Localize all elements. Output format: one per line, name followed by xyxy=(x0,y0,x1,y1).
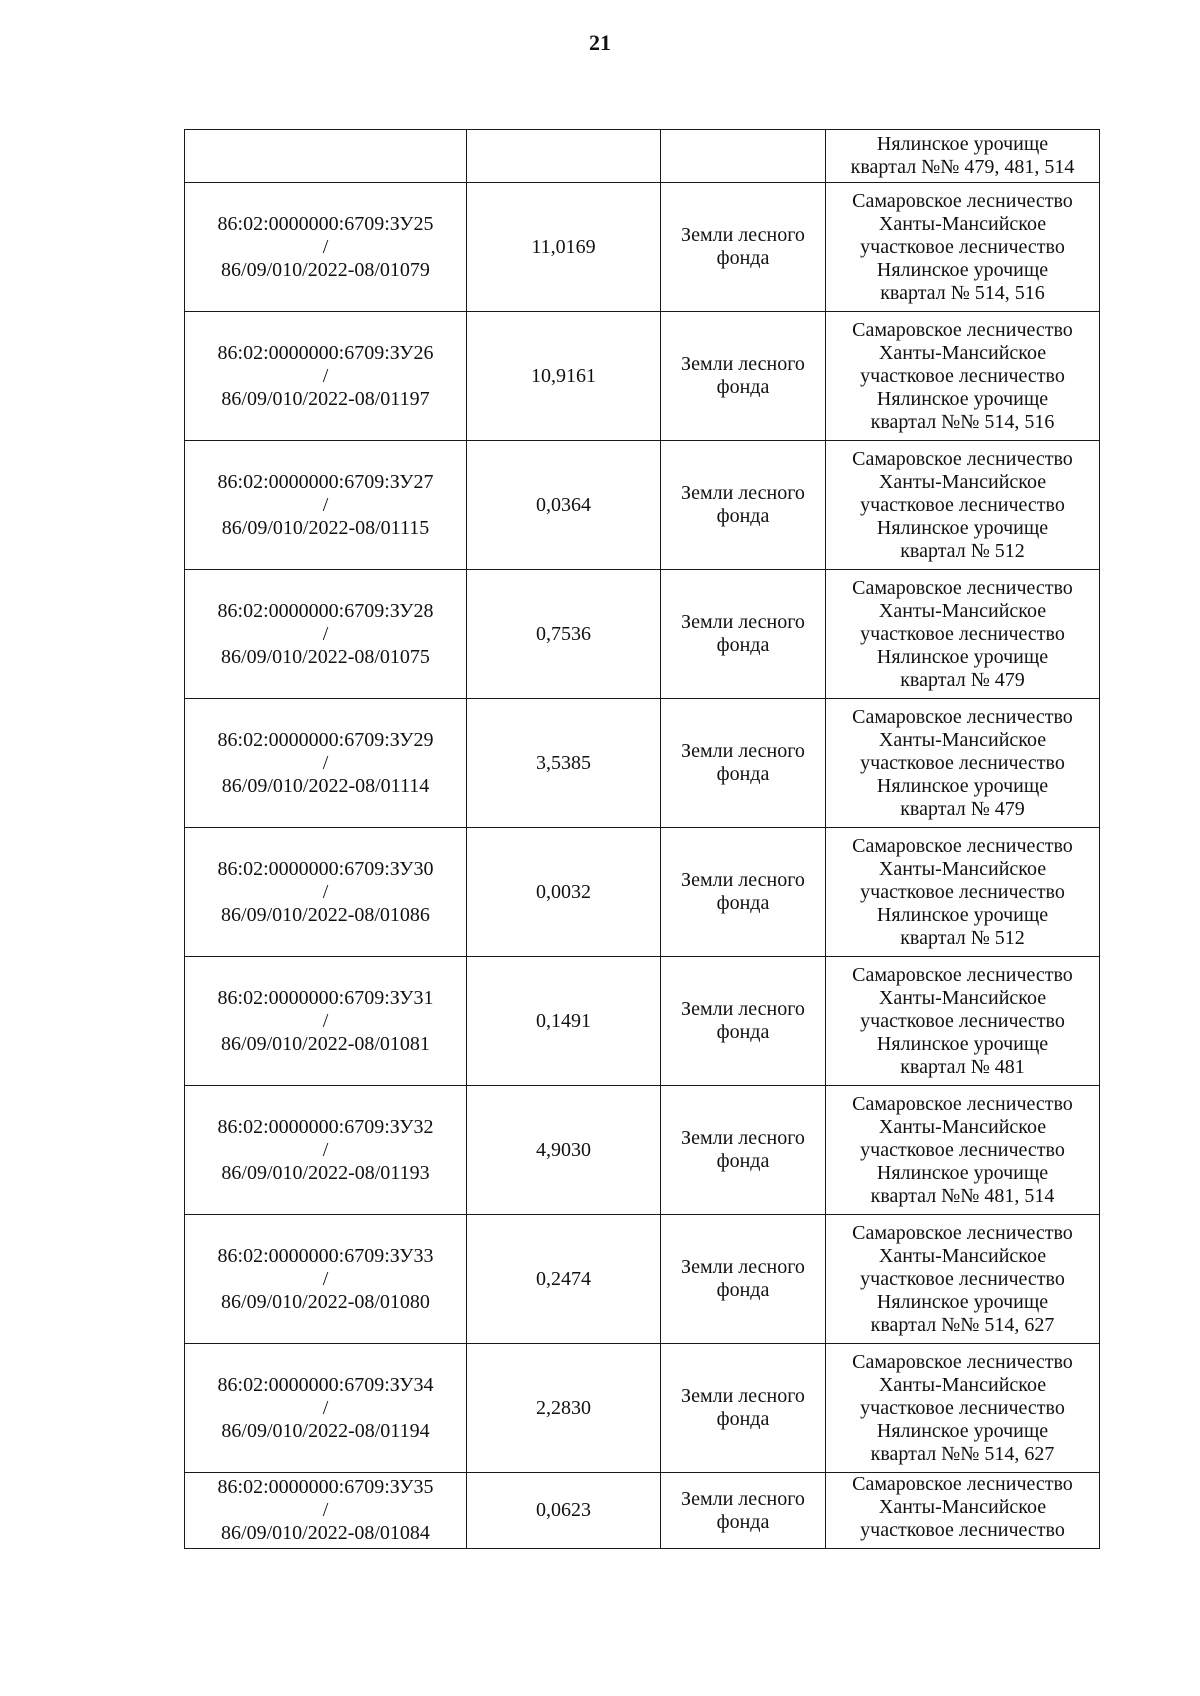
cadastral-cell xyxy=(185,957,467,1086)
cadastral-cell xyxy=(185,1086,467,1215)
area-cell xyxy=(467,130,661,183)
separator: / xyxy=(322,235,329,258)
location-line: Нялинское урочище xyxy=(876,1032,1049,1055)
location-line: участковое лесничество xyxy=(860,364,1065,387)
location-line: Ханты-Мансийское xyxy=(878,470,1047,493)
category-line: фонда xyxy=(716,1150,770,1172)
location-line: Нялинское урочище xyxy=(876,1290,1049,1313)
category-line: фонда xyxy=(716,1408,770,1430)
table-row xyxy=(185,1086,1100,1215)
table-row-continuation xyxy=(185,130,1100,183)
location-line: Ханты-Мансийское xyxy=(878,986,1047,1009)
cadastral-cell xyxy=(185,1473,467,1549)
cadastral-number: 86:02:0000000:6709:ЗУ26 xyxy=(217,341,434,364)
category-line: Земли лесного xyxy=(681,1127,805,1149)
location-line: Нялинское урочище xyxy=(876,258,1049,281)
location-line: Ханты-Мансийское xyxy=(878,857,1047,880)
location-line: Самаровское лесничество xyxy=(852,189,1073,212)
cadastral-number: 86:02:0000000:6709:ЗУ33 xyxy=(217,1244,434,1267)
location-line: квартал №№ 481, 514 xyxy=(870,1184,1055,1207)
category-line: Земли лесного xyxy=(681,998,805,1020)
category-line: Земли лесного xyxy=(681,1487,805,1510)
table-row xyxy=(185,570,1100,699)
category-cell xyxy=(661,957,826,1086)
location-line: участковое лесничество xyxy=(860,1009,1065,1032)
separator: / xyxy=(322,622,329,645)
table-row xyxy=(185,441,1100,570)
cadastral-number: 86:02:0000000:6709:ЗУ32 xyxy=(217,1115,434,1138)
category-line: фонда xyxy=(716,1021,770,1043)
location-line: участковое лесничество xyxy=(860,1138,1065,1161)
area-cell: 0,0032 xyxy=(467,828,661,957)
category-line: Земли лесного xyxy=(681,482,805,504)
location-cell xyxy=(826,957,1100,1086)
separator: / xyxy=(322,880,329,903)
cadastral-cell xyxy=(185,1215,467,1344)
table-row xyxy=(185,312,1100,441)
location-line: Нялинское урочище xyxy=(876,133,1049,155)
location-line: участковое лесничество xyxy=(860,1267,1065,1290)
location-line: квартал № 479 xyxy=(900,668,1025,691)
location-line: Нялинское урочище xyxy=(876,645,1049,668)
cadastral-cell xyxy=(185,699,467,828)
location-line: участковое лесничество xyxy=(860,880,1065,903)
location-line: Нялинское урочище xyxy=(876,1161,1049,1184)
location-line: квартал № 481 xyxy=(900,1055,1025,1078)
location-line: участковое лесничество xyxy=(860,751,1065,774)
area-cell: 10,9161 xyxy=(467,312,661,441)
location-line: Нялинское урочище xyxy=(876,774,1049,797)
cadastral-cell xyxy=(185,312,467,441)
category-line: Земли лесного xyxy=(681,353,805,375)
location-line: Самаровское лесничество xyxy=(852,963,1073,986)
cadastral-number: 86:02:0000000:6709:ЗУ30 xyxy=(217,857,434,880)
area-cell: 0,7536 xyxy=(467,570,661,699)
area-cell: 0,0364 xyxy=(467,441,661,570)
location-line: Ханты-Мансийское xyxy=(878,1373,1047,1396)
location-cell xyxy=(826,570,1100,699)
area-cell: 2,2830 xyxy=(467,1344,661,1473)
separator: / xyxy=(322,493,329,516)
location-line: участковое лесничество xyxy=(860,493,1065,516)
category-line: Земли лесного xyxy=(681,869,805,891)
category-cell xyxy=(661,130,826,183)
cadastral-number: 86:02:0000000:6709:ЗУ35 xyxy=(217,1476,434,1498)
category-line: фонда xyxy=(716,505,770,527)
registration-number: 86/09/010/2022-08/01080 xyxy=(221,1290,430,1313)
location-cell xyxy=(826,1344,1100,1473)
location-line: Нялинское урочище xyxy=(876,387,1049,410)
table-row xyxy=(185,957,1100,1086)
location-line: Ханты-Мансийское xyxy=(878,1496,1047,1518)
cadastral-number: 86:02:0000000:6709:ЗУ31 xyxy=(217,986,434,1009)
location-line: Ханты-Мансийское xyxy=(878,599,1047,622)
location-cell xyxy=(826,1215,1100,1344)
separator: / xyxy=(322,1267,329,1290)
location-cell xyxy=(826,1086,1100,1215)
category-cell xyxy=(661,1473,826,1549)
category-line: Земли лесного xyxy=(681,740,805,762)
location-cell xyxy=(826,828,1100,957)
category-cell xyxy=(661,570,826,699)
category-cell xyxy=(661,1086,826,1215)
category-line: фонда xyxy=(716,634,770,656)
category-line: фонда xyxy=(716,1510,770,1533)
category-line: Земли лесного xyxy=(681,1256,805,1278)
category-line: фонда xyxy=(716,1279,770,1301)
location-line: квартал №№ 514, 627 xyxy=(870,1313,1055,1336)
category-line: фонда xyxy=(716,247,770,269)
location-line: Самаровское лесничество xyxy=(852,1350,1073,1373)
location-line: Самаровское лесничество xyxy=(852,447,1073,470)
location-line: Ханты-Мансийское xyxy=(878,212,1047,235)
table-body xyxy=(185,130,1100,1549)
location-line: Ханты-Мансийское xyxy=(878,341,1047,364)
location-cell xyxy=(826,130,1100,183)
area-cell: 0,1491 xyxy=(467,957,661,1086)
separator: / xyxy=(322,1138,329,1161)
category-cell xyxy=(661,1215,826,1344)
area-cell: 0,0623 xyxy=(467,1473,661,1549)
separator: / xyxy=(322,364,329,387)
location-cell xyxy=(826,183,1100,312)
table-row xyxy=(185,828,1100,957)
location-line: квартал №№ 514, 627 xyxy=(870,1442,1055,1465)
location-line: квартал № 512 xyxy=(900,926,1025,949)
page-number: 21 xyxy=(589,30,611,55)
registration-number: 86/09/010/2022-08/01081 xyxy=(221,1032,430,1055)
location-cell xyxy=(826,312,1100,441)
location-cell xyxy=(826,1473,1100,1549)
location-line: Нялинское урочище xyxy=(876,903,1049,926)
table-row xyxy=(185,1215,1100,1344)
location-line: Ханты-Мансийское xyxy=(878,728,1047,751)
table-row xyxy=(185,699,1100,828)
registration-number: 86/09/010/2022-08/01197 xyxy=(221,387,430,410)
location-line: квартал № 514, 516 xyxy=(880,281,1045,304)
table-row xyxy=(185,1473,1100,1549)
category-line: Земли лесного xyxy=(681,611,805,633)
cadastral-number: 86:02:0000000:6709:ЗУ34 xyxy=(217,1373,434,1396)
table-row xyxy=(185,1344,1100,1473)
category-line: фонда xyxy=(716,376,770,398)
location-line: Нялинское урочище xyxy=(876,516,1049,539)
location-line: квартал №№ 514, 516 xyxy=(870,410,1055,433)
area-cell: 0,2474 xyxy=(467,1215,661,1344)
cadastral-number: 86:02:0000000:6709:ЗУ27 xyxy=(217,470,434,493)
area-cell: 3,5385 xyxy=(467,699,661,828)
location-line: квартал №№ 479, 481, 514 xyxy=(850,156,1075,178)
category-line: Земли лесного xyxy=(681,224,805,246)
registration-number: 86/09/010/2022-08/01114 xyxy=(221,774,430,797)
separator: / xyxy=(322,1396,329,1419)
table-row xyxy=(185,183,1100,312)
location-line: участковое лесничество xyxy=(860,1519,1065,1541)
cadastral-cell xyxy=(185,183,467,312)
category-line: Земли лесного xyxy=(681,1385,805,1407)
location-line: Самаровское лесничество xyxy=(852,1473,1073,1495)
location-line: Ханты-Мансийское xyxy=(878,1244,1047,1267)
category-cell xyxy=(661,828,826,957)
location-line: Самаровское лесничество xyxy=(852,1221,1073,1244)
category-line: фонда xyxy=(716,892,770,914)
registration-number: 86/09/010/2022-08/01079 xyxy=(221,258,430,281)
cadastral-cell xyxy=(185,441,467,570)
separator: / xyxy=(322,1009,329,1032)
registration-number: 86/09/010/2022-08/01084 xyxy=(221,1522,430,1544)
category-cell xyxy=(661,699,826,828)
cadastral-cell xyxy=(185,828,467,957)
category-cell xyxy=(661,183,826,312)
land-plots-table xyxy=(184,129,1100,1549)
separator: / xyxy=(322,751,329,774)
cadastral-cell xyxy=(185,130,467,183)
area-cell: 4,9030 xyxy=(467,1086,661,1215)
location-line: Нялинское урочище xyxy=(876,1419,1049,1442)
registration-number: 86/09/010/2022-08/01115 xyxy=(221,516,430,539)
location-line: Самаровское лесничество xyxy=(852,318,1073,341)
category-cell xyxy=(661,312,826,441)
location-line: Самаровское лесничество xyxy=(852,576,1073,599)
location-cell xyxy=(826,699,1100,828)
location-line: участковое лесничество xyxy=(860,1396,1065,1419)
location-line: Самаровское лесничество xyxy=(852,1092,1073,1115)
location-line: участковое лесничество xyxy=(860,235,1065,258)
area-cell: 11,0169 xyxy=(467,183,661,312)
separator: / xyxy=(322,1499,329,1521)
registration-number: 86/09/010/2022-08/01086 xyxy=(221,903,430,926)
category-cell xyxy=(661,441,826,570)
cadastral-number: 86:02:0000000:6709:ЗУ29 xyxy=(217,728,434,751)
cadastral-cell xyxy=(185,570,467,699)
registration-number: 86/09/010/2022-08/01193 xyxy=(221,1161,430,1184)
cadastral-number: 86:02:0000000:6709:ЗУ25 xyxy=(217,212,434,235)
registration-number: 86/09/010/2022-08/01075 xyxy=(221,645,430,668)
cadastral-number: 86:02:0000000:6709:ЗУ28 xyxy=(217,599,434,622)
location-line: Самаровское лесничество xyxy=(852,834,1073,857)
location-line: Ханты-Мансийское xyxy=(878,1115,1047,1138)
location-line: участковое лесничество xyxy=(860,622,1065,645)
location-cell xyxy=(826,441,1100,570)
cadastral-cell xyxy=(185,1344,467,1473)
registration-number: 86/09/010/2022-08/01194 xyxy=(221,1419,430,1442)
location-line: квартал № 479 xyxy=(900,797,1025,820)
location-line: Самаровское лесничество xyxy=(852,705,1073,728)
location-line: квартал № 512 xyxy=(900,539,1025,562)
category-cell xyxy=(661,1344,826,1473)
category-line: фонда xyxy=(716,763,770,785)
